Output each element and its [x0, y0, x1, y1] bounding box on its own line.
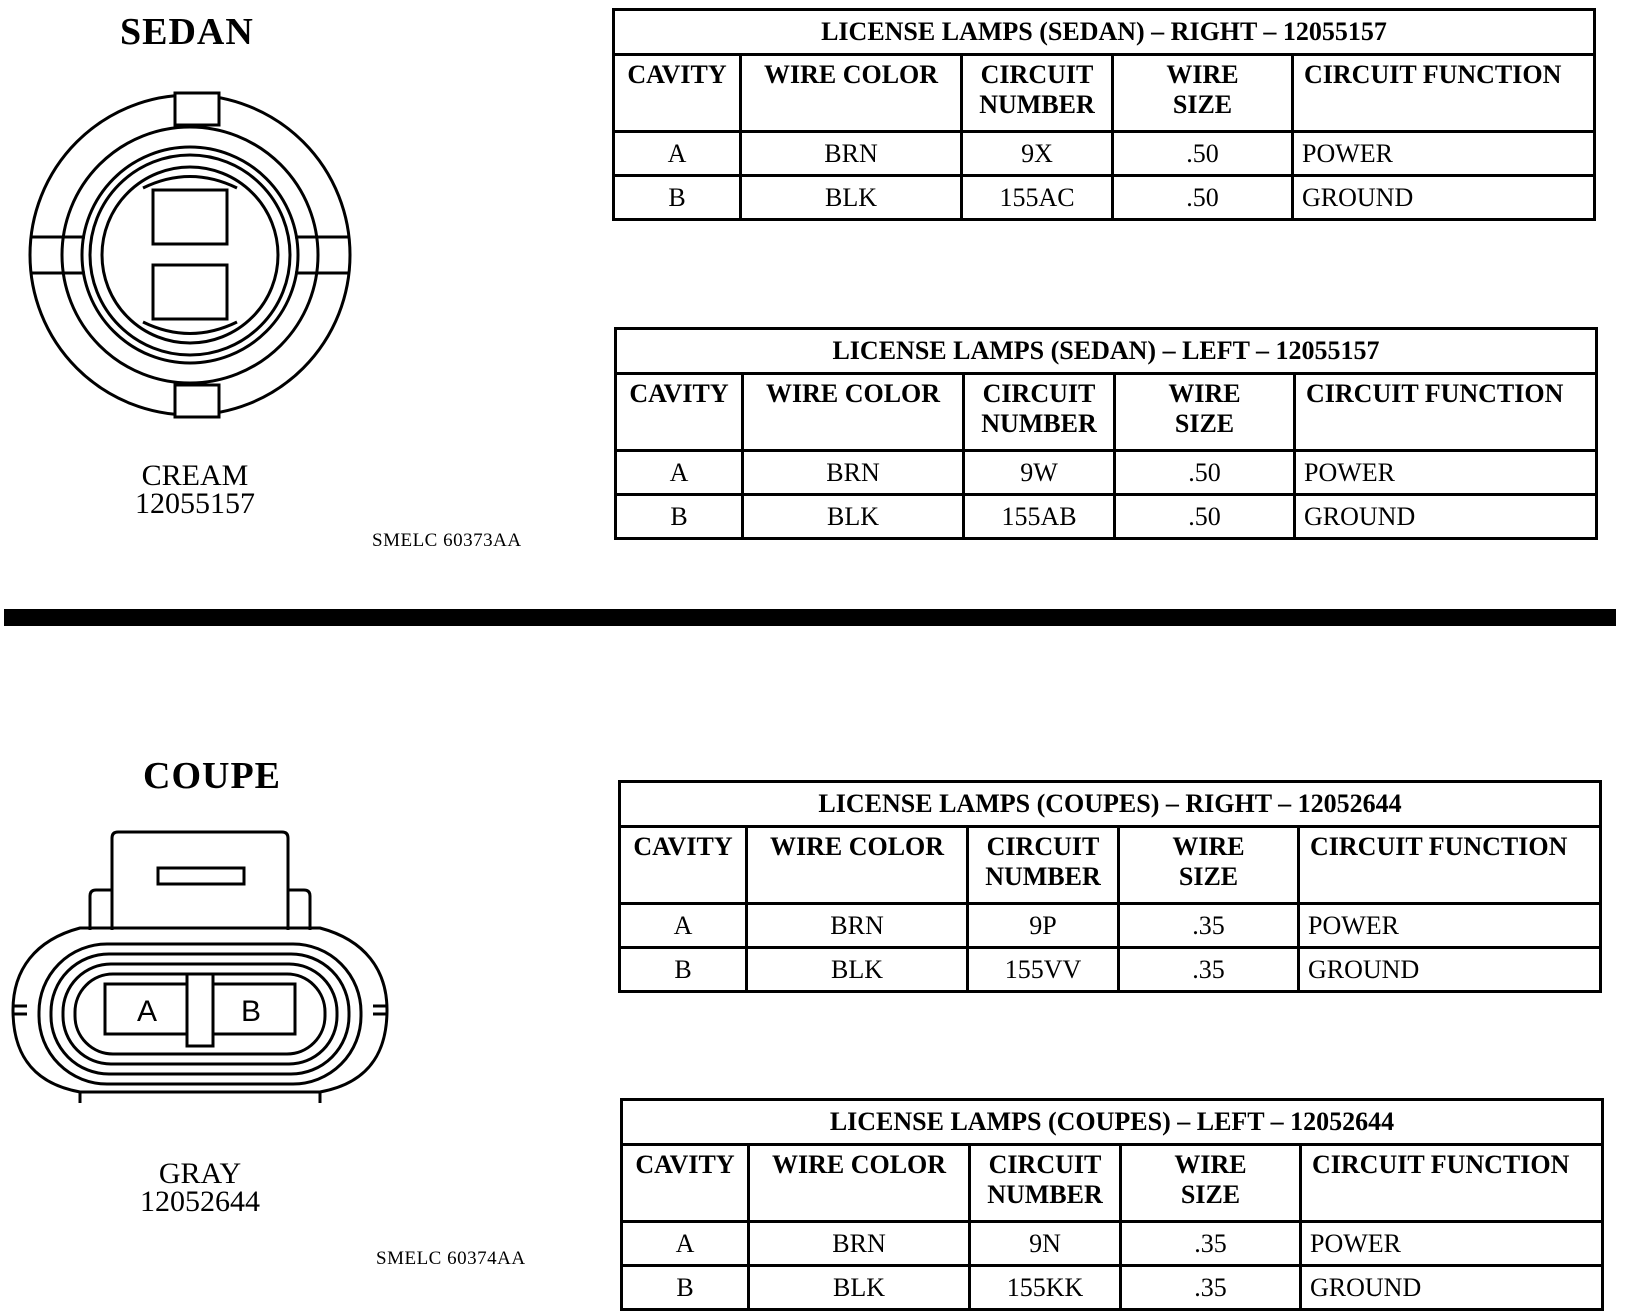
table-row	[614, 132, 1595, 176]
coupe-connector-part: 12052644	[140, 1185, 260, 1218]
pin-b-label: B	[240, 995, 262, 1028]
cell-cavity: B	[614, 176, 741, 220]
cell-wire-size: .50	[1115, 495, 1295, 539]
section-divider	[4, 609, 1616, 626]
table-row	[622, 1222, 1603, 1266]
cell-wire-size: .50	[1115, 451, 1295, 495]
header-wire-color: WIRE COLOR	[749, 1145, 970, 1222]
header-circuit-function: CIRCUIT FUNCTION	[1295, 374, 1597, 451]
header-wire-size: WIRE SIZE	[1121, 1145, 1301, 1222]
cell-wire-size: .50	[1113, 176, 1293, 220]
cell-function: POWER	[1293, 132, 1595, 176]
cell-wire-size: .35	[1119, 948, 1299, 992]
cell-circuit-number: 155VV	[968, 948, 1119, 992]
table-row	[614, 176, 1595, 220]
table-caption: LICENSE LAMPS (SEDAN) – RIGHT – 12055157	[614, 10, 1595, 55]
cell-circuit-number: 9W	[964, 451, 1115, 495]
cell-function: GROUND	[1293, 176, 1595, 220]
header-circuit-number: CIRCUIT NUMBER	[964, 374, 1115, 451]
cell-wire-size: .50	[1113, 132, 1293, 176]
cell-cavity: B	[616, 495, 743, 539]
pin-a-label: A	[136, 995, 158, 1028]
cell-wire-color: BLK	[747, 948, 968, 992]
header-wire-size: WIRE SIZE	[1119, 827, 1299, 904]
table-row	[622, 1266, 1603, 1310]
coupe-connector-diagram	[5, 830, 400, 1105]
cell-wire-size: .35	[1121, 1222, 1301, 1266]
header-wire-size: WIRE SIZE	[1113, 55, 1293, 132]
header-wire-size: WIRE SIZE	[1115, 374, 1295, 451]
cell-cavity: A	[614, 132, 741, 176]
cell-wire-color: BRN	[749, 1222, 970, 1266]
cell-circuit-number: 9P	[968, 904, 1119, 948]
header-circuit-function: CIRCUIT FUNCTION	[1293, 55, 1595, 132]
cell-cavity: A	[616, 451, 743, 495]
cell-function: POWER	[1299, 904, 1601, 948]
header-wire-color: WIRE COLOR	[741, 55, 962, 132]
cell-circuit-number: 155KK	[970, 1266, 1121, 1310]
header-cavity: CAVITY	[622, 1145, 749, 1222]
cell-cavity: A	[622, 1222, 749, 1266]
cell-function: POWER	[1301, 1222, 1603, 1266]
sedan-connector-diagram	[25, 85, 355, 425]
cell-wire-size: .35	[1121, 1266, 1301, 1310]
cell-cavity: B	[620, 948, 747, 992]
table-sedan-right	[612, 8, 1596, 221]
table-coupes-left	[620, 1098, 1604, 1311]
coupe-connector-color: GRAY	[158, 1157, 242, 1190]
table-row	[620, 904, 1601, 948]
table-caption: LICENSE LAMPS (COUPES) – RIGHT – 12052644	[620, 782, 1601, 827]
header-wire-color: WIRE COLOR	[743, 374, 964, 451]
cell-wire-color: BLK	[743, 495, 964, 539]
header-circuit-number: CIRCUIT NUMBER	[968, 827, 1119, 904]
table-caption: LICENSE LAMPS (SEDAN) – LEFT – 12055157	[616, 329, 1597, 374]
header-cavity: CAVITY	[620, 827, 747, 904]
cell-wire-color: BRN	[743, 451, 964, 495]
sedan-connector-color: CREAM	[141, 459, 249, 492]
table-row	[616, 451, 1597, 495]
cell-function: GROUND	[1301, 1266, 1603, 1310]
cell-wire-size: .35	[1119, 904, 1299, 948]
cell-function: POWER	[1295, 451, 1597, 495]
header-circuit-function: CIRCUIT FUNCTION	[1299, 827, 1601, 904]
sedan-connector-part: 12055157	[135, 487, 255, 520]
cell-circuit-number: 155AC	[962, 176, 1113, 220]
cell-cavity: B	[622, 1266, 749, 1310]
cell-function: GROUND	[1299, 948, 1601, 992]
header-circuit-number: CIRCUIT NUMBER	[962, 55, 1113, 132]
cell-wire-color: BLK	[741, 176, 962, 220]
cell-wire-color: BLK	[749, 1266, 970, 1310]
sedan-figure-code: SMELC 60373AA	[372, 530, 522, 551]
coupe-title: COUPE	[143, 755, 281, 797]
cell-circuit-number: 155AB	[964, 495, 1115, 539]
header-wire-color: WIRE COLOR	[747, 827, 968, 904]
sedan-title: SEDAN	[120, 11, 254, 53]
table-coupes-right	[618, 780, 1602, 993]
cell-wire-color: BRN	[741, 132, 962, 176]
table-row	[620, 948, 1601, 992]
table-sedan-left	[614, 327, 1598, 540]
cell-wire-color: BRN	[747, 904, 968, 948]
cell-function: GROUND	[1295, 495, 1597, 539]
header-cavity: CAVITY	[614, 55, 741, 132]
cell-circuit-number: 9X	[962, 132, 1113, 176]
coupe-figure-code: SMELC 60374AA	[376, 1248, 526, 1269]
table-row	[616, 495, 1597, 539]
header-circuit-number: CIRCUIT NUMBER	[970, 1145, 1121, 1222]
table-caption: LICENSE LAMPS (COUPES) – LEFT – 12052644	[622, 1100, 1603, 1145]
cell-cavity: A	[620, 904, 747, 948]
cell-circuit-number: 9N	[970, 1222, 1121, 1266]
header-cavity: CAVITY	[616, 374, 743, 451]
header-circuit-function: CIRCUIT FUNCTION	[1301, 1145, 1603, 1222]
